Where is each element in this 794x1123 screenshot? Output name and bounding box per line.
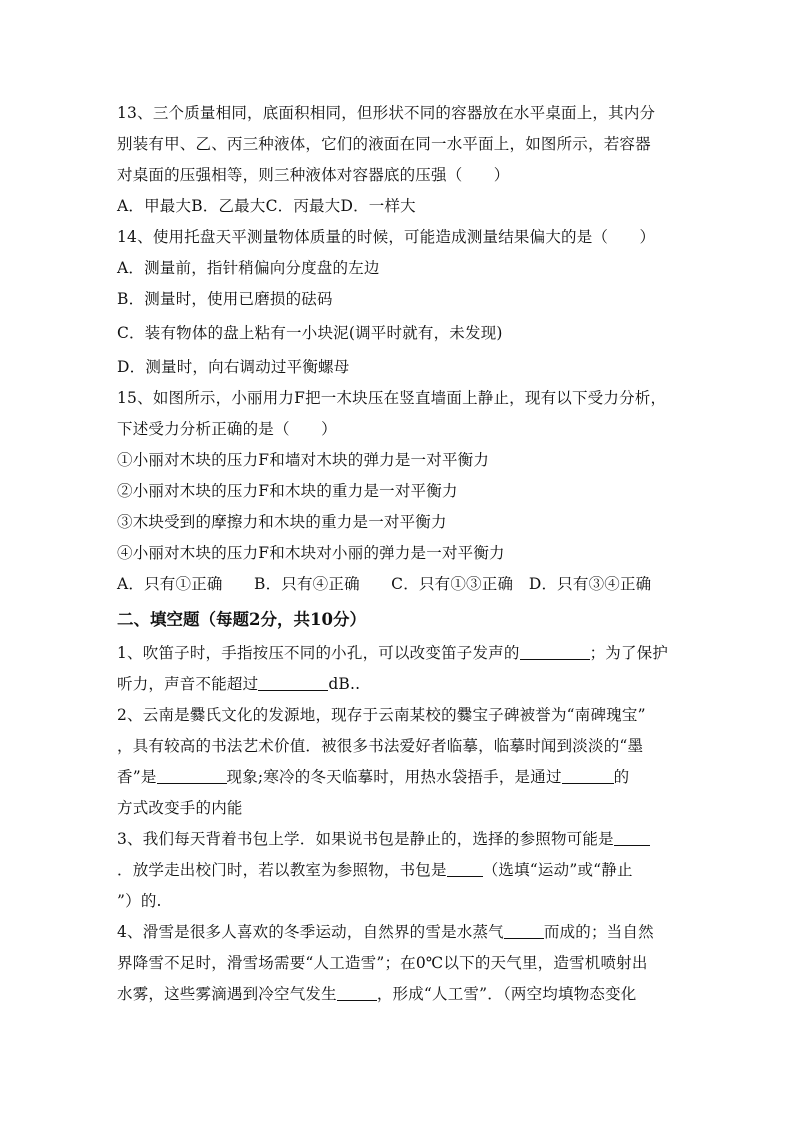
question-text: 香”是 <box>117 768 157 786</box>
question-text: 的 <box>613 768 630 786</box>
question-line <box>117 917 677 948</box>
question-line <box>117 855 677 886</box>
question-text: 2、云南是爨氏文化的发源地，现存于云南某校的爨宝子碑被誉为“南碑瑰宝” <box>117 706 646 724</box>
question-text: 14、使用托盘天平测量物体质量的时候，可能造成测量结果偏大的是（ ） <box>117 228 656 246</box>
question-text: 而成的；当自然 <box>543 923 654 941</box>
fill-question-1 <box>117 638 677 700</box>
question-text: 3、我们每天背着书包上学．如果说书包是静止的，选择的参照物可能是 <box>117 830 614 848</box>
answer-blank[interactable] <box>258 675 328 692</box>
question-text: dB.. <box>328 675 361 693</box>
option-c: C．装有物体的盘上粘有一小块泥(调平时就有，未发现) <box>117 324 503 342</box>
question-15 <box>117 383 677 600</box>
answer-options: A．甲最大B．乙最大C．丙最大D．一样大 <box>117 197 416 215</box>
question-text: 方式改变手的内能 <box>117 799 243 817</box>
option-d: D．测量时，向右调动过平衡螺母 <box>117 358 350 376</box>
question-text: ；为了保护 <box>589 644 669 662</box>
question-text: ，形成“人工雪”．（两空均填物态变化 <box>376 985 637 1003</box>
question-text: 下述受力分析正确的是（ ） <box>117 420 337 438</box>
statement-3: ③木块受到的摩擦力和木块的重力是一对平衡力 <box>117 513 447 531</box>
fill-question-3 <box>117 824 677 917</box>
answer-blank[interactable] <box>504 923 544 940</box>
question-text: 界降雪不足时，滑雪场需要“人工造雪”；在0℃以下的天气里，造雪机喷射出 <box>117 954 648 972</box>
question-text: 水雾，这些雾滴遇到冷空气发生 <box>117 985 337 1003</box>
answer-blank[interactable] <box>520 644 590 661</box>
question-text: 听力，声音不能超过 <box>117 675 259 693</box>
answer-options: A．只有①正确 B．只有④正确 C．只有①③正确 D．只有③④正确 <box>117 575 652 593</box>
question-line <box>117 669 677 700</box>
answer-blank[interactable] <box>614 830 650 847</box>
answer-blank[interactable] <box>157 768 227 785</box>
section-heading: 二、填空题（每题2分，共10分） <box>117 610 366 629</box>
question-line <box>117 638 677 669</box>
question-text: 4、滑雪是很多人喜欢的冬季运动，自然界的雪是水蒸气 <box>117 923 504 941</box>
question-line <box>117 762 677 793</box>
statement-4: ④小丽对木块的压力F和木块对小丽的弹力是一对平衡力 <box>117 544 505 562</box>
answer-blank[interactable] <box>337 985 377 1002</box>
question-14 <box>117 222 677 383</box>
question-text: ，具有较高的书法艺术价值．被很多书法爱好者临摹，临摹时闻到淡淡的“墨 <box>117 737 644 755</box>
fill-question-4 <box>117 917 677 1010</box>
statement-1: ①小丽对木块的压力F和墙对木块的弹力是一对平衡力 <box>117 451 490 469</box>
question-line <box>117 979 677 1010</box>
question-text: 15、如图所示，小丽用力F把一木块压在竖直墙面上静止，现有以下受力分析， <box>117 389 667 407</box>
question-line <box>117 824 677 855</box>
question-text: ”）的. <box>117 892 162 910</box>
question-text: 现象;寒冷的冬天临摹时，用热水袋捂手，是通过 <box>226 768 562 786</box>
exam-page <box>117 98 677 1010</box>
statement-2: ②小丽对木块的压力F和木块的重力是一对平衡力 <box>117 482 458 500</box>
option-a: A．测量前，指针稍偏向分度盘的左边 <box>117 259 380 277</box>
question-text: 别装有甲、乙、丙三种液体，它们的液面在同一水平面上，如图所示，若容器 <box>117 135 651 153</box>
question-text: 1、吹笛子时，手指按压不同的小孔，可以改变笛子发声的 <box>117 644 520 662</box>
question-text: （选填“运动”或“静止 <box>482 861 633 879</box>
question-text: ．放学走出校门时，若以教室为参照物，书包是 <box>117 861 447 879</box>
answer-blank[interactable] <box>447 861 483 878</box>
question-13 <box>117 98 677 222</box>
question-text: 对桌面的压强相等，则三种液体对容器底的压强（ ） <box>117 166 510 184</box>
answer-blank[interactable] <box>562 768 614 785</box>
question-text: 13、三个质量相同，底面积相同，但形状不同的容器放在水平桌面上，其内分 <box>117 104 656 122</box>
fill-question-2 <box>117 700 677 824</box>
option-b: B．测量时，使用已磨损的砝码 <box>117 290 333 308</box>
